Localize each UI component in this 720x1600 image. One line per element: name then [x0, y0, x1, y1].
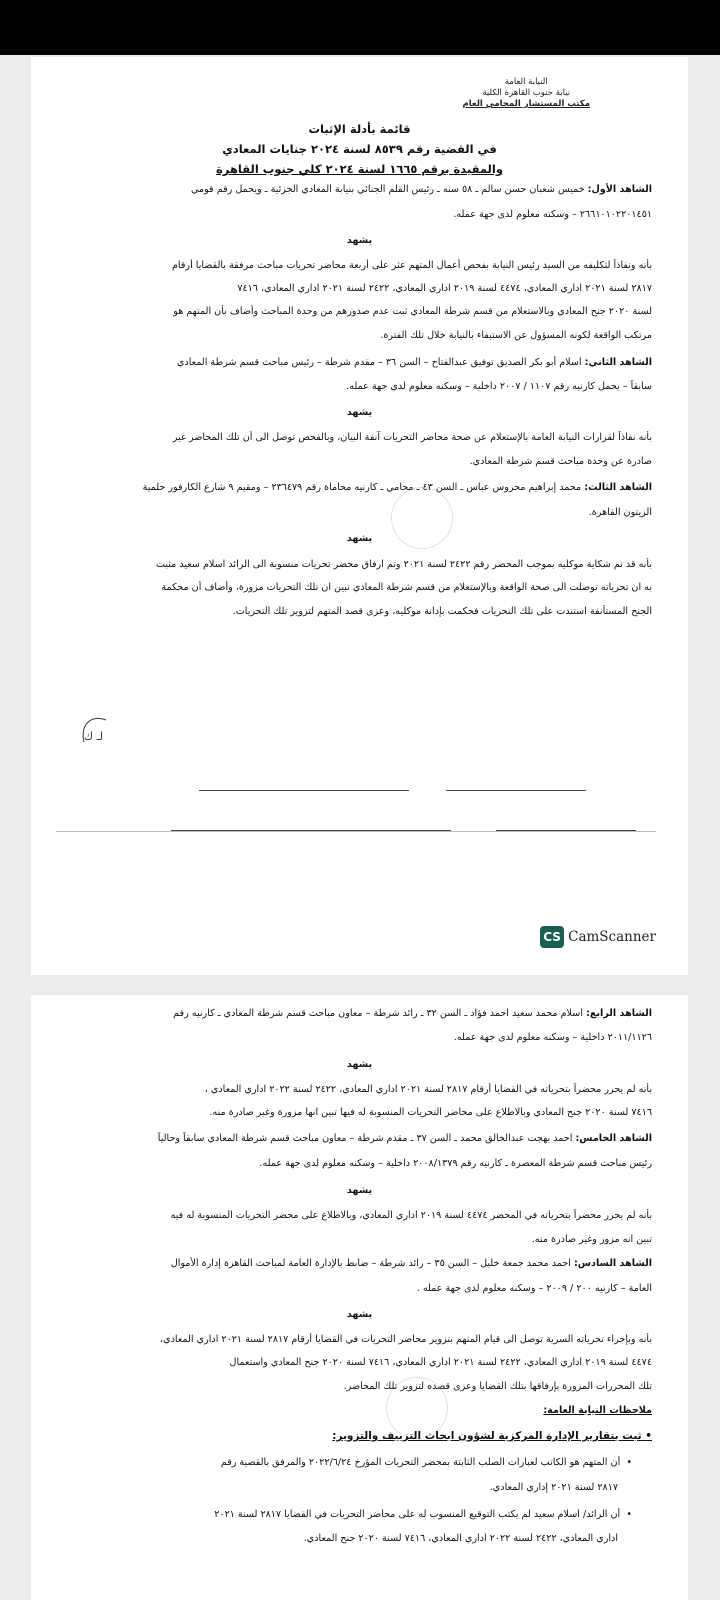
witness-2-line-1: الشاهد الثاني: اسلام أبو بكر الصديق توفيق عبدالفتاح – السن ٣٦ – مقدم شرطة – رئيس مباحث قسم شرطة المعادي	[176, 357, 652, 368]
bullet-icon: •	[620, 1457, 632, 1468]
witness-2-label: الشاهد الثاني:	[584, 357, 652, 368]
witness-6-label: الشاهد السادس:	[573, 1258, 652, 1269]
testimony-5-line: بأنه لم يحرر محضراً بتحرياته في المحضر ٤٤٧٤ لسنة ٢٠١٩ اداري المعادي، وبالاطلاع على محضر التحريات المنسوبة له فيه	[170, 1210, 652, 1221]
witness-6-line-2: العامة – كارنيه ٢٠٠ / ٢٠٠٩ – وسكنه معلوم لدى جهة عمله .	[416, 1283, 652, 1294]
witness-2-line-2: سابقاً – يحمل كارنيه رقم ١١٠٧ / ٢٠٠٧ داخلية – وسكنه معلوم لدي جهة عمله.	[346, 381, 652, 392]
testimony-4-line: ٧٤١٦ لسنة ٢٠٢٠ جنح المعادي وبالاطلاع على محاضر التحريات المنسوبة له فيها تبين انها مزورة وغير صادرة منه.	[209, 1107, 652, 1118]
witness-1-line-1: الشاهد الأول: خميس شعبان حسن سالم ـ ٥٨ سنه ـ رئيس القلم الجنائي بنيابة المعادي الجزئية ـ ويحمل رقم قومي	[190, 184, 652, 195]
testimony-heading: يشهد	[346, 235, 373, 246]
testimony-6-line: تلك المحررات المزورة بإرفاقها بتلك القضايا وعزى قصده لتزوير تلك المحاضر.	[343, 1381, 652, 1392]
note-bullet-1-line-2: ٢٨١٧ لسنة ٢٠٢١ إداري المعادي.	[489, 1482, 618, 1493]
witness-4-line-1: الشاهد الرابع: اسلام محمد سعيد احمد فؤاد ـ السن ٣٢ ـ رائد شرطة – معاون مباحث قسم شرطة المعادي ـ كارنيه رقم	[173, 1008, 652, 1019]
note-bullet-2-line-1: • أن الرائد/ اسلام سعيد لم يكتب التوقيع المنسوب له على محاضر التحريات في القضايا ٢٨١٧ لسنة ٢٠٢١	[214, 1509, 632, 1520]
camscanner-watermark	[540, 926, 656, 948]
witness-3-line-2: الزيتون القاهرة.	[588, 507, 652, 518]
testimony-1-line: ٢٨١٧ لسنة ٢٠٢١ اداري المعادي، ٤٤٧٤ لسنة ٢٠١٩ اداري المعادي، ٢٤٢٢ لسنة ٢٠٢١ اداري المعادي، ٧٤١٦	[237, 283, 652, 294]
signature	[76, 712, 116, 748]
testimony-2-line: بأنه نفاذاً لقرارات النيابة العامة بالإستعلام عن صحة محاضر التحريات آنفة البيان، وبالفحص توصل الى أن تلك المحاضر غير	[172, 432, 652, 443]
witness-1-label: الشاهد الأول:	[587, 184, 652, 195]
witness-4-line-2: ٢٠١١/١١٢٦ داخلية – وسكنه معلوم لدى جهة عمله.	[453, 1032, 652, 1043]
witness-3-label: الشاهد الثالث:	[584, 482, 652, 493]
testimony-heading: يشهد	[346, 407, 373, 418]
camscanner-logo: CS	[540, 926, 564, 948]
note-bullet-2-line-2: اداري المعادي، ٢٤٢٢ لسنة ٢٠٢٢ اداري المعادي، ٧٤١٦ لسنة ٢٠٢٠ جنح المعادي.	[303, 1533, 618, 1544]
testimony-heading: يشهد	[346, 1185, 373, 1196]
top-status-bar	[0, 0, 720, 55]
header-line-2: نيابة جنوب القاهرة الكلية	[482, 88, 571, 98]
case-number: في القضية رقم ٨٥٣٩ لسنة ٢٠٢٤ جنايات المعادي	[222, 142, 497, 156]
prosecution-notes-label: ملاحظات النيابة العامة:	[543, 1405, 652, 1416]
witness-5-line-2: رئيس مباحث قسم شرطة المعصرة ـ كارنيه رقم ٢٠٠٨/١٣٧٩ داخلية – وسكنه معلوم لدى جهة عمله.	[259, 1158, 652, 1169]
witness-5-line-1: الشاهد الخامس: احمد بهجت عبدالخالق محمد ـ السن ٣٧ ـ مقدم شرطة – معاون مباحث قسم شرطة المعادي سابقاً وحالياً	[157, 1133, 652, 1144]
testimony-heading: يشهد	[346, 1059, 373, 1070]
bullet-icon: •	[620, 1509, 632, 1520]
camscanner-text: CamScanner	[568, 929, 656, 945]
witness-1-line-2: ٢٦٦١٠١٠٢٢٠١٤٥١ – وسكنه معلوم لدى جهة عمله.	[453, 209, 652, 220]
testimony-1-line: لسنة ٢٠٢٠ جنح المعادي وبالاستعلام من قسم شرطة المعادي ثبت عدم صدورهم من وحدة المباحث وأضاف بأن المتهم هو	[173, 306, 652, 317]
testimony-3-line: الجنح المستأنفة استندت على تلك التحريات فحكمت بإدانة موكليه، وعزى قصد المتهم لتزوير تلك التحريات.	[232, 606, 652, 617]
testimony-2-line: صادرة عن وحدة مباحث قسم شرطة المعادي.	[469, 456, 652, 467]
header-line-3: مكتب المستشار المحامي العام	[462, 99, 590, 109]
testimony-1-line: بأنه ونفاذاً لتكليفه من السيد رئيس النيابة بفحص أعمال المتهم عثر على أربعة محاضر تحريات مباحث مرفقة بالقضايا أرقام	[171, 260, 652, 271]
separator-line	[199, 790, 409, 791]
testimony-heading: يشهد	[346, 533, 373, 544]
testimony-heading: يشهد	[346, 1309, 373, 1320]
witness-5-label: الشاهد الخامس:	[575, 1133, 652, 1144]
testimony-6-line: بأنه وبإجراء تحرياته السرية توصل الى قيام المتهم بتزوير محاضر التحريات في القضايا أرقام ٢٨١٧ لسنة ٢٠٢١ اداري المعادي،	[160, 1334, 652, 1345]
witness-3-line-1: الشاهد الثالث: محمد إبراهيم محروس عباس ـ السن ٤٣ ـ محامي ـ كارنيه محاماة رقم ٢٣٦٤٧٩ – ومقيم ٩ شارع الكارفور حلمية	[142, 482, 652, 493]
faint-rule	[56, 831, 656, 832]
testimony-6-line: ٤٤٧٤ لسنة ٢٠١٩ اداري المعادي، ٢٤٢٢ لسنة ٢٠٢١ اداري المعادي، ٧٤١٦ لسنة ٢٠٢٠ جنح المعادي واستعمال	[229, 1357, 652, 1368]
signature-mark: لـ ك	[84, 730, 104, 743]
scanned-page-1	[31, 57, 688, 975]
witness-6-line-1: الشاهد السادس: احمد محمد جمعة خليل – السن ٣٥ – رائد شرطة – ضابط بالإدارة العامة لمباحث القاهرة إدارة الأموال	[170, 1258, 652, 1269]
document-title: قائمة بأدلة الإثبات	[308, 122, 411, 136]
header-line-1: النيابة العامة	[504, 77, 548, 87]
separator-line	[446, 790, 586, 791]
testimony-4-line: بأنه لم يحرر محضراً بتحرياته في القضايا أرقام ٢٨١٧ لسنة ٢٠٢١ اداري المعادي، ٢٤٢٢ لسنة ٢٠٢٢ اداري المعادي ،	[204, 1084, 652, 1095]
scanned-page-2	[31, 995, 688, 1600]
bullet-icon: •	[641, 1430, 652, 1442]
case-registration: والمقيدة برقم ١٦٦٥ لسنة ٢٠٢٤ كلي جنوب القاهرة	[216, 162, 503, 176]
testimony-3-line: بأنه قد تم شكاية موكليه بموجب المحضر رقم ٢٤٢٢ لسنة ٢٠٢١ وتم ارفاق محضر تحريات منسوبة الى الرائد اسلام سعيد مثبت	[155, 559, 652, 570]
issuer-header	[462, 77, 590, 110]
testimony-5-line: تبين انه مزور وغير صادرة منه.	[531, 1234, 652, 1245]
note-bullet-1-line-1: • أن المتهم هو الكاتب لعبارات الصلب الثابتة بمحضر التحريات المؤرخ ٢٠٢٢/٦/٢٤ والمرفق بالقضية رقم	[220, 1457, 632, 1468]
witness-4-label: الشاهد الرابع:	[586, 1008, 652, 1019]
testimony-3-line: به ان تحرياته توصلت الى صحة الواقعة وبالإستعلام من قسم شرطة المعادي تبين ان تلك التحريات مزورة، وأضاف أن محكمة	[161, 582, 652, 593]
testimony-1-line: مرتكب الواقعة لكونه المسؤول عن الاستيفاء بالنيابة خلال تلك الفترة.	[380, 330, 652, 341]
notes-heading: • ثبت بتقارير الإدارة المركزية لشؤون ابحاث التزييف والتزوير:	[332, 1430, 652, 1442]
